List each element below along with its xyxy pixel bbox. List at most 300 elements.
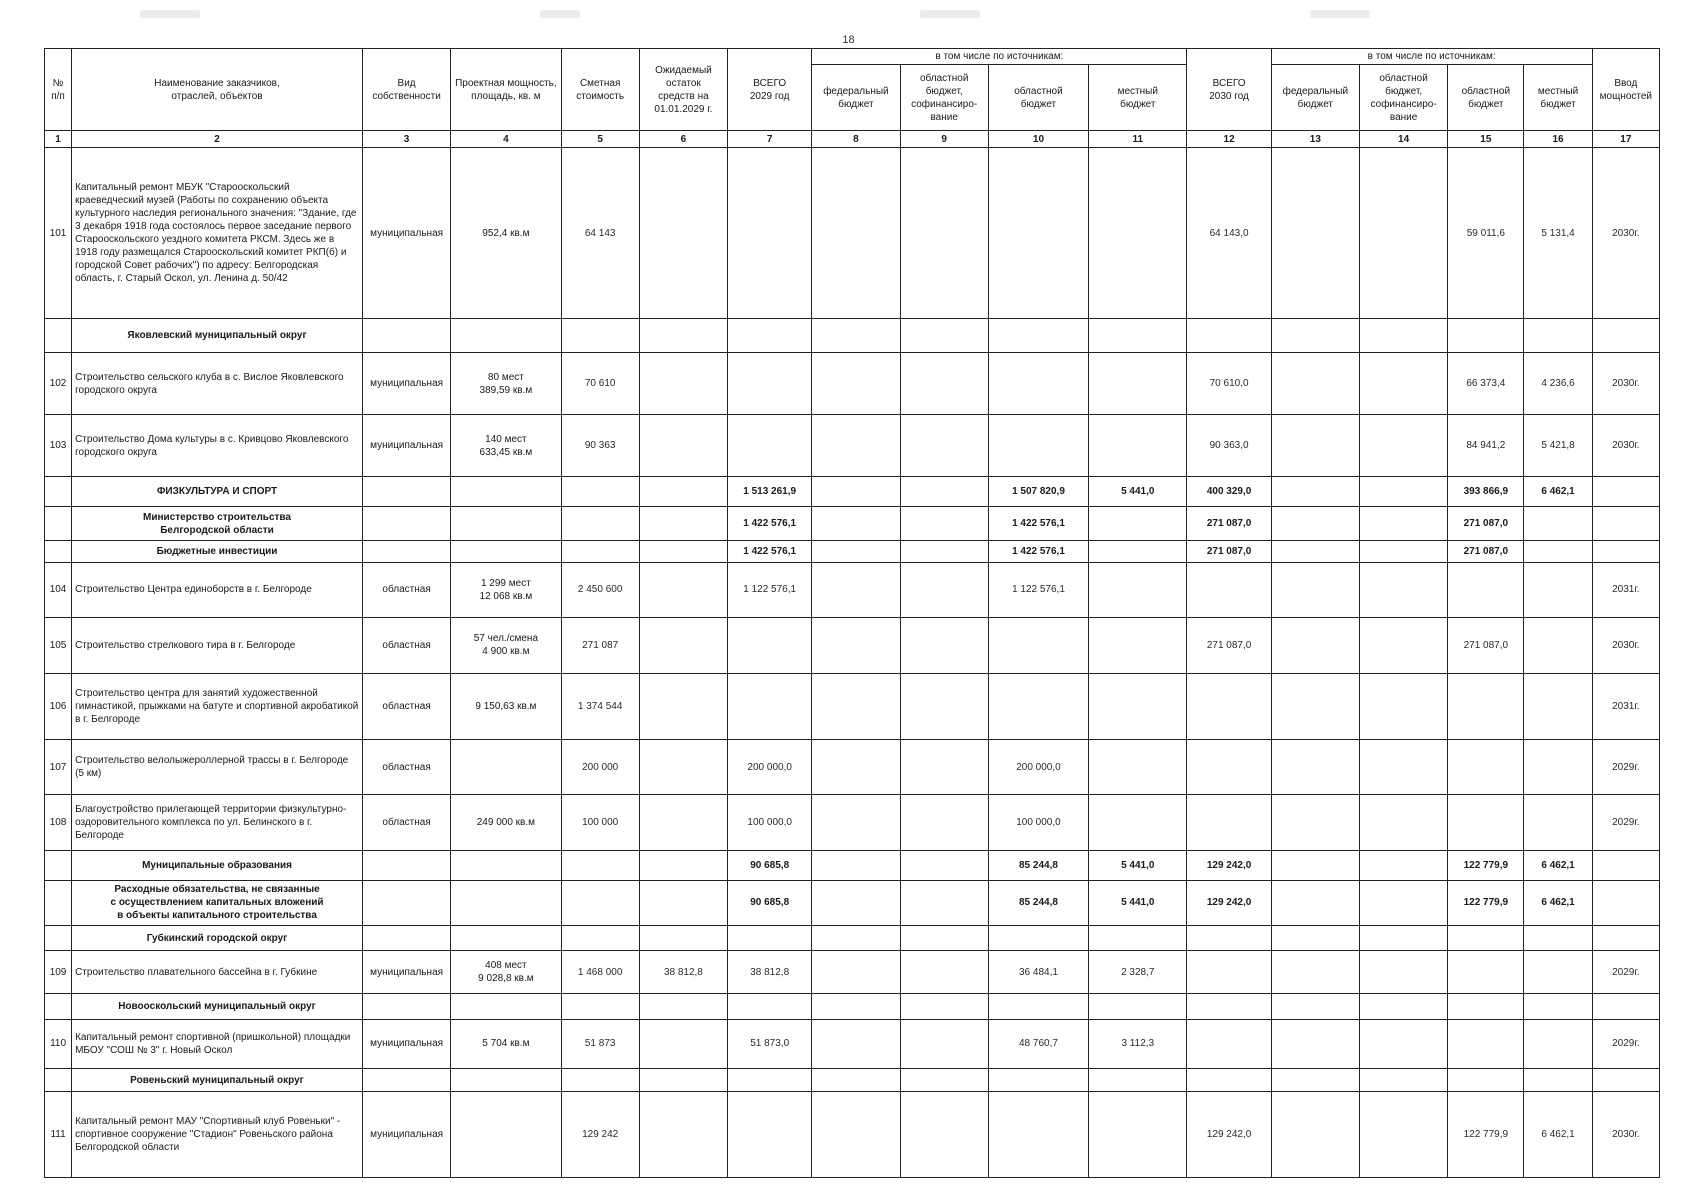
empty-cell <box>451 541 561 562</box>
total-2030: 129 242,0 <box>1187 1092 1271 1178</box>
table-row <box>45 673 1660 739</box>
total-2030: 271 087,0 <box>1187 618 1271 674</box>
capacity: 80 мест 389,59 кв.м <box>451 353 561 415</box>
cofinancing-2029 <box>900 1019 988 1068</box>
empty-cell <box>900 851 988 881</box>
local-budget-2030: 4 236,6 <box>1524 353 1592 415</box>
empty-cell <box>639 1068 727 1092</box>
row-number-empty <box>45 477 72 507</box>
scan-artifact <box>1310 10 1370 18</box>
section-local-2030 <box>1524 994 1592 1020</box>
total-2029 <box>728 148 812 319</box>
empty-cell <box>1592 880 1659 925</box>
empty-cell <box>900 319 988 353</box>
section-local-2029: 5 441,0 <box>1089 851 1187 881</box>
capacity: 140 мест 633,45 кв.м <box>451 415 561 477</box>
row-number: 104 <box>45 562 72 618</box>
section-regional-2030 <box>1448 994 1524 1020</box>
federal-budget-2029 <box>812 562 900 618</box>
section-title: Ровеньский муниципальный округ <box>72 1068 363 1092</box>
header-regional-2: областной бюджет <box>1448 65 1524 131</box>
section-title: Яковлевский муниципальный округ <box>72 319 363 353</box>
empty-cell <box>1359 1068 1447 1092</box>
local-budget-2030 <box>1524 951 1592 994</box>
empty-cell <box>812 319 900 353</box>
header-federal-2: федеральный бюджет <box>1271 65 1359 131</box>
estimated-cost: 1 374 544 <box>561 673 639 739</box>
column-number: 6 <box>639 131 727 148</box>
commissioning-year: 2030г. <box>1592 415 1659 477</box>
section-row <box>45 994 1660 1020</box>
federal-budget-2029 <box>812 415 900 477</box>
row-number-empty <box>45 880 72 925</box>
section-row <box>45 541 1660 562</box>
empty-cell <box>451 851 561 881</box>
section-regional-2030 <box>1448 925 1524 951</box>
federal-budget-2030 <box>1271 562 1359 618</box>
section-regional-2030: 122 779,9 <box>1448 851 1524 881</box>
capacity <box>451 1092 561 1178</box>
section-regional-2030 <box>1448 1068 1524 1092</box>
column-number: 8 <box>812 131 900 148</box>
section-regional-2029: 1 422 576,1 <box>988 507 1088 541</box>
federal-budget-2029 <box>812 673 900 739</box>
header-capacity: Проектная мощность, площадь, кв. м <box>451 49 561 131</box>
empty-cell <box>451 1068 561 1092</box>
section-title: Бюджетные инвестиции <box>72 541 363 562</box>
header-regional-1: областной бюджет <box>988 65 1088 131</box>
ownership-type: муниципальная <box>362 148 450 319</box>
empty-cell <box>1592 477 1659 507</box>
section-local-2029 <box>1089 925 1187 951</box>
estimated-cost: 1 468 000 <box>561 951 639 994</box>
column-number: 15 <box>1448 131 1524 148</box>
section-regional-2029 <box>988 994 1088 1020</box>
commissioning-year: 2030г. <box>1592 353 1659 415</box>
row-number: 107 <box>45 739 72 795</box>
empty-cell <box>561 541 639 562</box>
ownership-type: муниципальная <box>362 951 450 994</box>
regional-budget-2030: 66 373,4 <box>1448 353 1524 415</box>
empty-cell <box>362 851 450 881</box>
section-row <box>45 1068 1660 1092</box>
regional-budget-2030 <box>1448 739 1524 795</box>
federal-budget-2030 <box>1271 673 1359 739</box>
object-name: Благоустройство прилегающей территории физкультурно-оздоровительного комплекса по ул. Белинского в г. Белгороде <box>72 795 363 851</box>
empty-cell <box>362 541 450 562</box>
total-2030: 70 610,0 <box>1187 353 1271 415</box>
cofinancing-2030 <box>1359 951 1447 994</box>
row-number: 108 <box>45 795 72 851</box>
local-budget-2029: 3 112,3 <box>1089 1019 1187 1068</box>
scan-artifact <box>140 10 200 18</box>
object-name: Строительство центра для занятий художественной гимнастикой, прыжками на батуте и спортивной акробатикой в г. Белгороде <box>72 673 363 739</box>
section-total-2029 <box>728 1068 812 1092</box>
federal-budget-2030 <box>1271 951 1359 994</box>
row-number-empty <box>45 1068 72 1092</box>
section-title: ФИЗКУЛЬТУРА И СПОРТ <box>72 477 363 507</box>
empty-cell <box>639 319 727 353</box>
header-federal-1: федеральный бюджет <box>812 65 900 131</box>
section-total-2030 <box>1187 925 1271 951</box>
section-local-2030: 6 462,1 <box>1524 880 1592 925</box>
header-ownership: Вид собственности <box>362 49 450 131</box>
estimated-cost: 90 363 <box>561 415 639 477</box>
empty-cell <box>639 851 727 881</box>
investment-table <box>44 48 1660 1178</box>
total-2030 <box>1187 1019 1271 1068</box>
cofinancing-2030 <box>1359 795 1447 851</box>
local-budget-2030: 6 462,1 <box>1524 1092 1592 1178</box>
empty-cell <box>1359 925 1447 951</box>
empty-cell <box>1271 541 1359 562</box>
object-name: Капитальный ремонт МБУК "Старооскольский краеведческий музей (Работы по сохранению объекта культурного наследия регионального значения: "Здание, где 3 декабря 1918 года состоялось первое заседание первого Старооскольского уездного комитета РКСМ. Здесь же в 1918 году размещался Старооскольский комитет РКП(б) и городской Совет рабочих") по адресу: Белгородская область, г. Старый Оскол, ул. Ленина д. 50/42 <box>72 148 363 319</box>
empty-cell <box>1271 880 1359 925</box>
table-row <box>45 562 1660 618</box>
expected-balance <box>639 1092 727 1178</box>
estimated-cost: 129 242 <box>561 1092 639 1178</box>
empty-cell <box>1592 994 1659 1020</box>
total-2030 <box>1187 951 1271 994</box>
regional-budget-2029 <box>988 353 1088 415</box>
section-title: Муниципальные образования <box>72 851 363 881</box>
regional-budget-2030 <box>1448 673 1524 739</box>
empty-cell <box>362 507 450 541</box>
commissioning-year: 2031г. <box>1592 562 1659 618</box>
local-budget-2030 <box>1524 618 1592 674</box>
section-local-2030 <box>1524 541 1592 562</box>
federal-budget-2030 <box>1271 415 1359 477</box>
header-name: Наименование заказчиков, отраслей, объектов <box>72 49 363 131</box>
empty-cell <box>362 477 450 507</box>
federal-budget-2029 <box>812 795 900 851</box>
expected-balance <box>639 353 727 415</box>
section-title: Новооскольский муниципальный округ <box>72 994 363 1020</box>
empty-cell <box>451 319 561 353</box>
capacity: 1 299 мест 12 068 кв.м <box>451 562 561 618</box>
empty-cell <box>561 925 639 951</box>
header-cost: Сметная стоимость <box>561 49 639 131</box>
column-number-row <box>45 131 1660 148</box>
federal-budget-2029 <box>812 618 900 674</box>
capacity: 57 чел./смена 4 900 кв.м <box>451 618 561 674</box>
cofinancing-2030 <box>1359 673 1447 739</box>
federal-budget-2029 <box>812 353 900 415</box>
regional-budget-2029: 36 484,1 <box>988 951 1088 994</box>
empty-cell <box>1271 851 1359 881</box>
total-2029 <box>728 415 812 477</box>
empty-cell <box>639 994 727 1020</box>
object-name: Строительство Центра единоборств в г. Белгороде <box>72 562 363 618</box>
commissioning-year: 2029г. <box>1592 739 1659 795</box>
total-2029: 38 812,8 <box>728 951 812 994</box>
total-2029 <box>728 673 812 739</box>
section-total-2029: 1 422 576,1 <box>728 541 812 562</box>
ownership-type: областная <box>362 673 450 739</box>
expected-balance <box>639 618 727 674</box>
table-row <box>45 951 1660 994</box>
total-2030: 90 363,0 <box>1187 415 1271 477</box>
column-number: 12 <box>1187 131 1271 148</box>
section-regional-2029: 1 422 576,1 <box>988 541 1088 562</box>
cofinancing-2029 <box>900 415 988 477</box>
column-number: 5 <box>561 131 639 148</box>
federal-budget-2030 <box>1271 739 1359 795</box>
cofinancing-2030 <box>1359 562 1447 618</box>
table-row <box>45 618 1660 674</box>
expected-balance <box>639 795 727 851</box>
empty-cell <box>1271 1068 1359 1092</box>
regional-budget-2029: 100 000,0 <box>988 795 1088 851</box>
object-name: Капитальный ремонт МАУ "Спортивный клуб Ровеньки" - спортивное сооружение "Стадион" Ровеньского района Белгородской области <box>72 1092 363 1178</box>
section-total-2030 <box>1187 994 1271 1020</box>
object-name: Строительство плавательного бассейна в г. Губкине <box>72 951 363 994</box>
cofinancing-2029 <box>900 148 988 319</box>
empty-cell <box>451 994 561 1020</box>
empty-cell <box>1359 477 1447 507</box>
empty-cell <box>362 319 450 353</box>
table-row <box>45 1019 1660 1068</box>
regional-budget-2030 <box>1448 951 1524 994</box>
column-number: 3 <box>362 131 450 148</box>
regional-budget-2029 <box>988 1092 1088 1178</box>
row-number: 111 <box>45 1092 72 1178</box>
federal-budget-2030 <box>1271 1019 1359 1068</box>
cofinancing-2030 <box>1359 148 1447 319</box>
federal-budget-2029 <box>812 739 900 795</box>
header-total-2029: ВСЕГО 2029 год <box>728 49 812 131</box>
empty-cell <box>812 541 900 562</box>
capacity: 952,4 кв.м <box>451 148 561 319</box>
section-total-2029 <box>728 994 812 1020</box>
regional-budget-2030 <box>1448 1019 1524 1068</box>
total-2029 <box>728 618 812 674</box>
section-local-2030 <box>1524 507 1592 541</box>
row-number: 110 <box>45 1019 72 1068</box>
estimated-cost: 51 873 <box>561 1019 639 1068</box>
table-row <box>45 1092 1660 1178</box>
federal-budget-2029 <box>812 1019 900 1068</box>
empty-cell <box>561 1068 639 1092</box>
section-regional-2029 <box>988 1068 1088 1092</box>
empty-cell <box>561 477 639 507</box>
empty-cell <box>1592 541 1659 562</box>
section-total-2030: 271 087,0 <box>1187 541 1271 562</box>
empty-cell <box>900 880 988 925</box>
regional-budget-2029: 200 000,0 <box>988 739 1088 795</box>
header-sources-group-2: в том числе по источникам: <box>1271 49 1592 65</box>
row-number-empty <box>45 925 72 951</box>
section-total-2029: 1 422 576,1 <box>728 507 812 541</box>
empty-cell <box>1271 925 1359 951</box>
capacity: 9 150,63 кв.м <box>451 673 561 739</box>
row-number-empty <box>45 541 72 562</box>
column-number: 14 <box>1359 131 1447 148</box>
row-number: 106 <box>45 673 72 739</box>
estimated-cost: 271 087 <box>561 618 639 674</box>
section-local-2030 <box>1524 1068 1592 1092</box>
cofinancing-2030 <box>1359 1092 1447 1178</box>
capacity <box>451 739 561 795</box>
empty-cell <box>451 925 561 951</box>
ownership-type: областная <box>362 562 450 618</box>
empty-cell <box>900 994 988 1020</box>
empty-cell <box>812 851 900 881</box>
empty-cell <box>451 880 561 925</box>
section-regional-2030: 393 866,9 <box>1448 477 1524 507</box>
commissioning-year: 2031г. <box>1592 673 1659 739</box>
local-budget-2029 <box>1089 618 1187 674</box>
empty-cell <box>1592 1068 1659 1092</box>
commissioning-year: 2030г. <box>1592 1092 1659 1178</box>
object-name: Строительство сельского клуба в с. Вислое Яковлевского городского округа <box>72 353 363 415</box>
section-regional-2030: 271 087,0 <box>1448 507 1524 541</box>
federal-budget-2030 <box>1271 618 1359 674</box>
row-number: 105 <box>45 618 72 674</box>
empty-cell <box>812 994 900 1020</box>
section-total-2030 <box>1187 1068 1271 1092</box>
federal-budget-2029 <box>812 1092 900 1178</box>
empty-cell <box>1271 477 1359 507</box>
empty-cell <box>362 994 450 1020</box>
federal-budget-2030 <box>1271 795 1359 851</box>
header-cofin-2: областной бюджет, софинансиро- вание <box>1359 65 1447 131</box>
estimated-cost: 2 450 600 <box>561 562 639 618</box>
empty-cell <box>451 477 561 507</box>
federal-budget-2030 <box>1271 148 1359 319</box>
cofinancing-2029 <box>900 795 988 851</box>
empty-cell <box>1359 880 1447 925</box>
ownership-type: областная <box>362 618 450 674</box>
total-2030: 64 143,0 <box>1187 148 1271 319</box>
regional-budget-2030: 84 941,2 <box>1448 415 1524 477</box>
ownership-type: муниципальная <box>362 1092 450 1178</box>
empty-cell <box>451 507 561 541</box>
empty-cell <box>1359 319 1447 353</box>
total-2030 <box>1187 562 1271 618</box>
empty-cell <box>561 880 639 925</box>
local-budget-2030: 5 131,4 <box>1524 148 1592 319</box>
table-row <box>45 739 1660 795</box>
empty-cell <box>900 507 988 541</box>
federal-budget-2029 <box>812 951 900 994</box>
ownership-type: муниципальная <box>362 1019 450 1068</box>
row-number-empty <box>45 507 72 541</box>
empty-cell <box>561 994 639 1020</box>
local-budget-2030 <box>1524 673 1592 739</box>
table-row <box>45 353 1660 415</box>
cofinancing-2030 <box>1359 739 1447 795</box>
empty-cell <box>900 541 988 562</box>
local-budget-2030 <box>1524 1019 1592 1068</box>
regional-budget-2030 <box>1448 562 1524 618</box>
empty-cell <box>812 1068 900 1092</box>
total-2029 <box>728 1092 812 1178</box>
total-2029: 200 000,0 <box>728 739 812 795</box>
estimated-cost: 64 143 <box>561 148 639 319</box>
row-number: 101 <box>45 148 72 319</box>
page-number: 18 <box>842 34 855 46</box>
empty-cell <box>639 925 727 951</box>
empty-cell <box>561 507 639 541</box>
row-number-empty <box>45 851 72 881</box>
row-number-empty <box>45 994 72 1020</box>
section-title: Губкинский городской округ <box>72 925 363 951</box>
empty-cell <box>1359 507 1447 541</box>
local-budget-2029: 2 328,7 <box>1089 951 1187 994</box>
section-row <box>45 507 1660 541</box>
section-row <box>45 851 1660 881</box>
total-2030 <box>1187 673 1271 739</box>
local-budget-2030 <box>1524 795 1592 851</box>
expected-balance: 38 812,8 <box>639 951 727 994</box>
empty-cell <box>1592 851 1659 881</box>
cofinancing-2029 <box>900 673 988 739</box>
total-2030 <box>1187 795 1271 851</box>
section-row <box>45 319 1660 353</box>
section-title: Министерство строительства Белгородской области <box>72 507 363 541</box>
section-regional-2030: 271 087,0 <box>1448 541 1524 562</box>
total-2029: 1 122 576,1 <box>728 562 812 618</box>
commissioning-year: 2030г. <box>1592 148 1659 319</box>
table-row <box>45 415 1660 477</box>
empty-cell <box>362 1068 450 1092</box>
section-total-2029: 1 513 261,9 <box>728 477 812 507</box>
empty-cell <box>1592 319 1659 353</box>
section-local-2029 <box>1089 541 1187 562</box>
regional-budget-2029: 1 122 576,1 <box>988 562 1088 618</box>
table-row <box>45 795 1660 851</box>
empty-cell <box>362 925 450 951</box>
header-sources-group-1: в том числе по источникам: <box>812 49 1187 65</box>
section-regional-2029: 85 244,8 <box>988 880 1088 925</box>
estimated-cost: 200 000 <box>561 739 639 795</box>
empty-cell <box>1359 541 1447 562</box>
section-local-2029: 5 441,0 <box>1089 477 1187 507</box>
section-total-2029: 90 685,8 <box>728 851 812 881</box>
empty-cell <box>812 477 900 507</box>
cofinancing-2029 <box>900 951 988 994</box>
object-name: Строительство велолыжероллерной трассы в г. Белгороде (5 км) <box>72 739 363 795</box>
expected-balance <box>639 1019 727 1068</box>
estimated-cost: 100 000 <box>561 795 639 851</box>
column-number: 16 <box>1524 131 1592 148</box>
column-number: 11 <box>1089 131 1187 148</box>
regional-budget-2030: 59 011,6 <box>1448 148 1524 319</box>
section-regional-2029 <box>988 319 1088 353</box>
section-total-2030 <box>1187 319 1271 353</box>
empty-cell <box>639 880 727 925</box>
regional-budget-2029 <box>988 148 1088 319</box>
cofinancing-2030 <box>1359 353 1447 415</box>
federal-budget-2029 <box>812 148 900 319</box>
regional-budget-2029 <box>988 618 1088 674</box>
section-total-2030: 129 242,0 <box>1187 880 1271 925</box>
section-total-2029 <box>728 925 812 951</box>
regional-budget-2029: 48 760,7 <box>988 1019 1088 1068</box>
local-budget-2029 <box>1089 673 1187 739</box>
empty-cell <box>639 541 727 562</box>
column-number: 4 <box>451 131 561 148</box>
section-row <box>45 880 1660 925</box>
expected-balance <box>639 673 727 739</box>
total-2029: 51 873,0 <box>728 1019 812 1068</box>
local-budget-2029 <box>1089 148 1187 319</box>
object-name: Капитальный ремонт спортивной (пришкольной) площадки МБОУ "СОШ № 3" г. Новый Оскол <box>72 1019 363 1068</box>
local-budget-2030: 5 421,8 <box>1524 415 1592 477</box>
section-regional-2029 <box>988 925 1088 951</box>
local-budget-2030 <box>1524 739 1592 795</box>
